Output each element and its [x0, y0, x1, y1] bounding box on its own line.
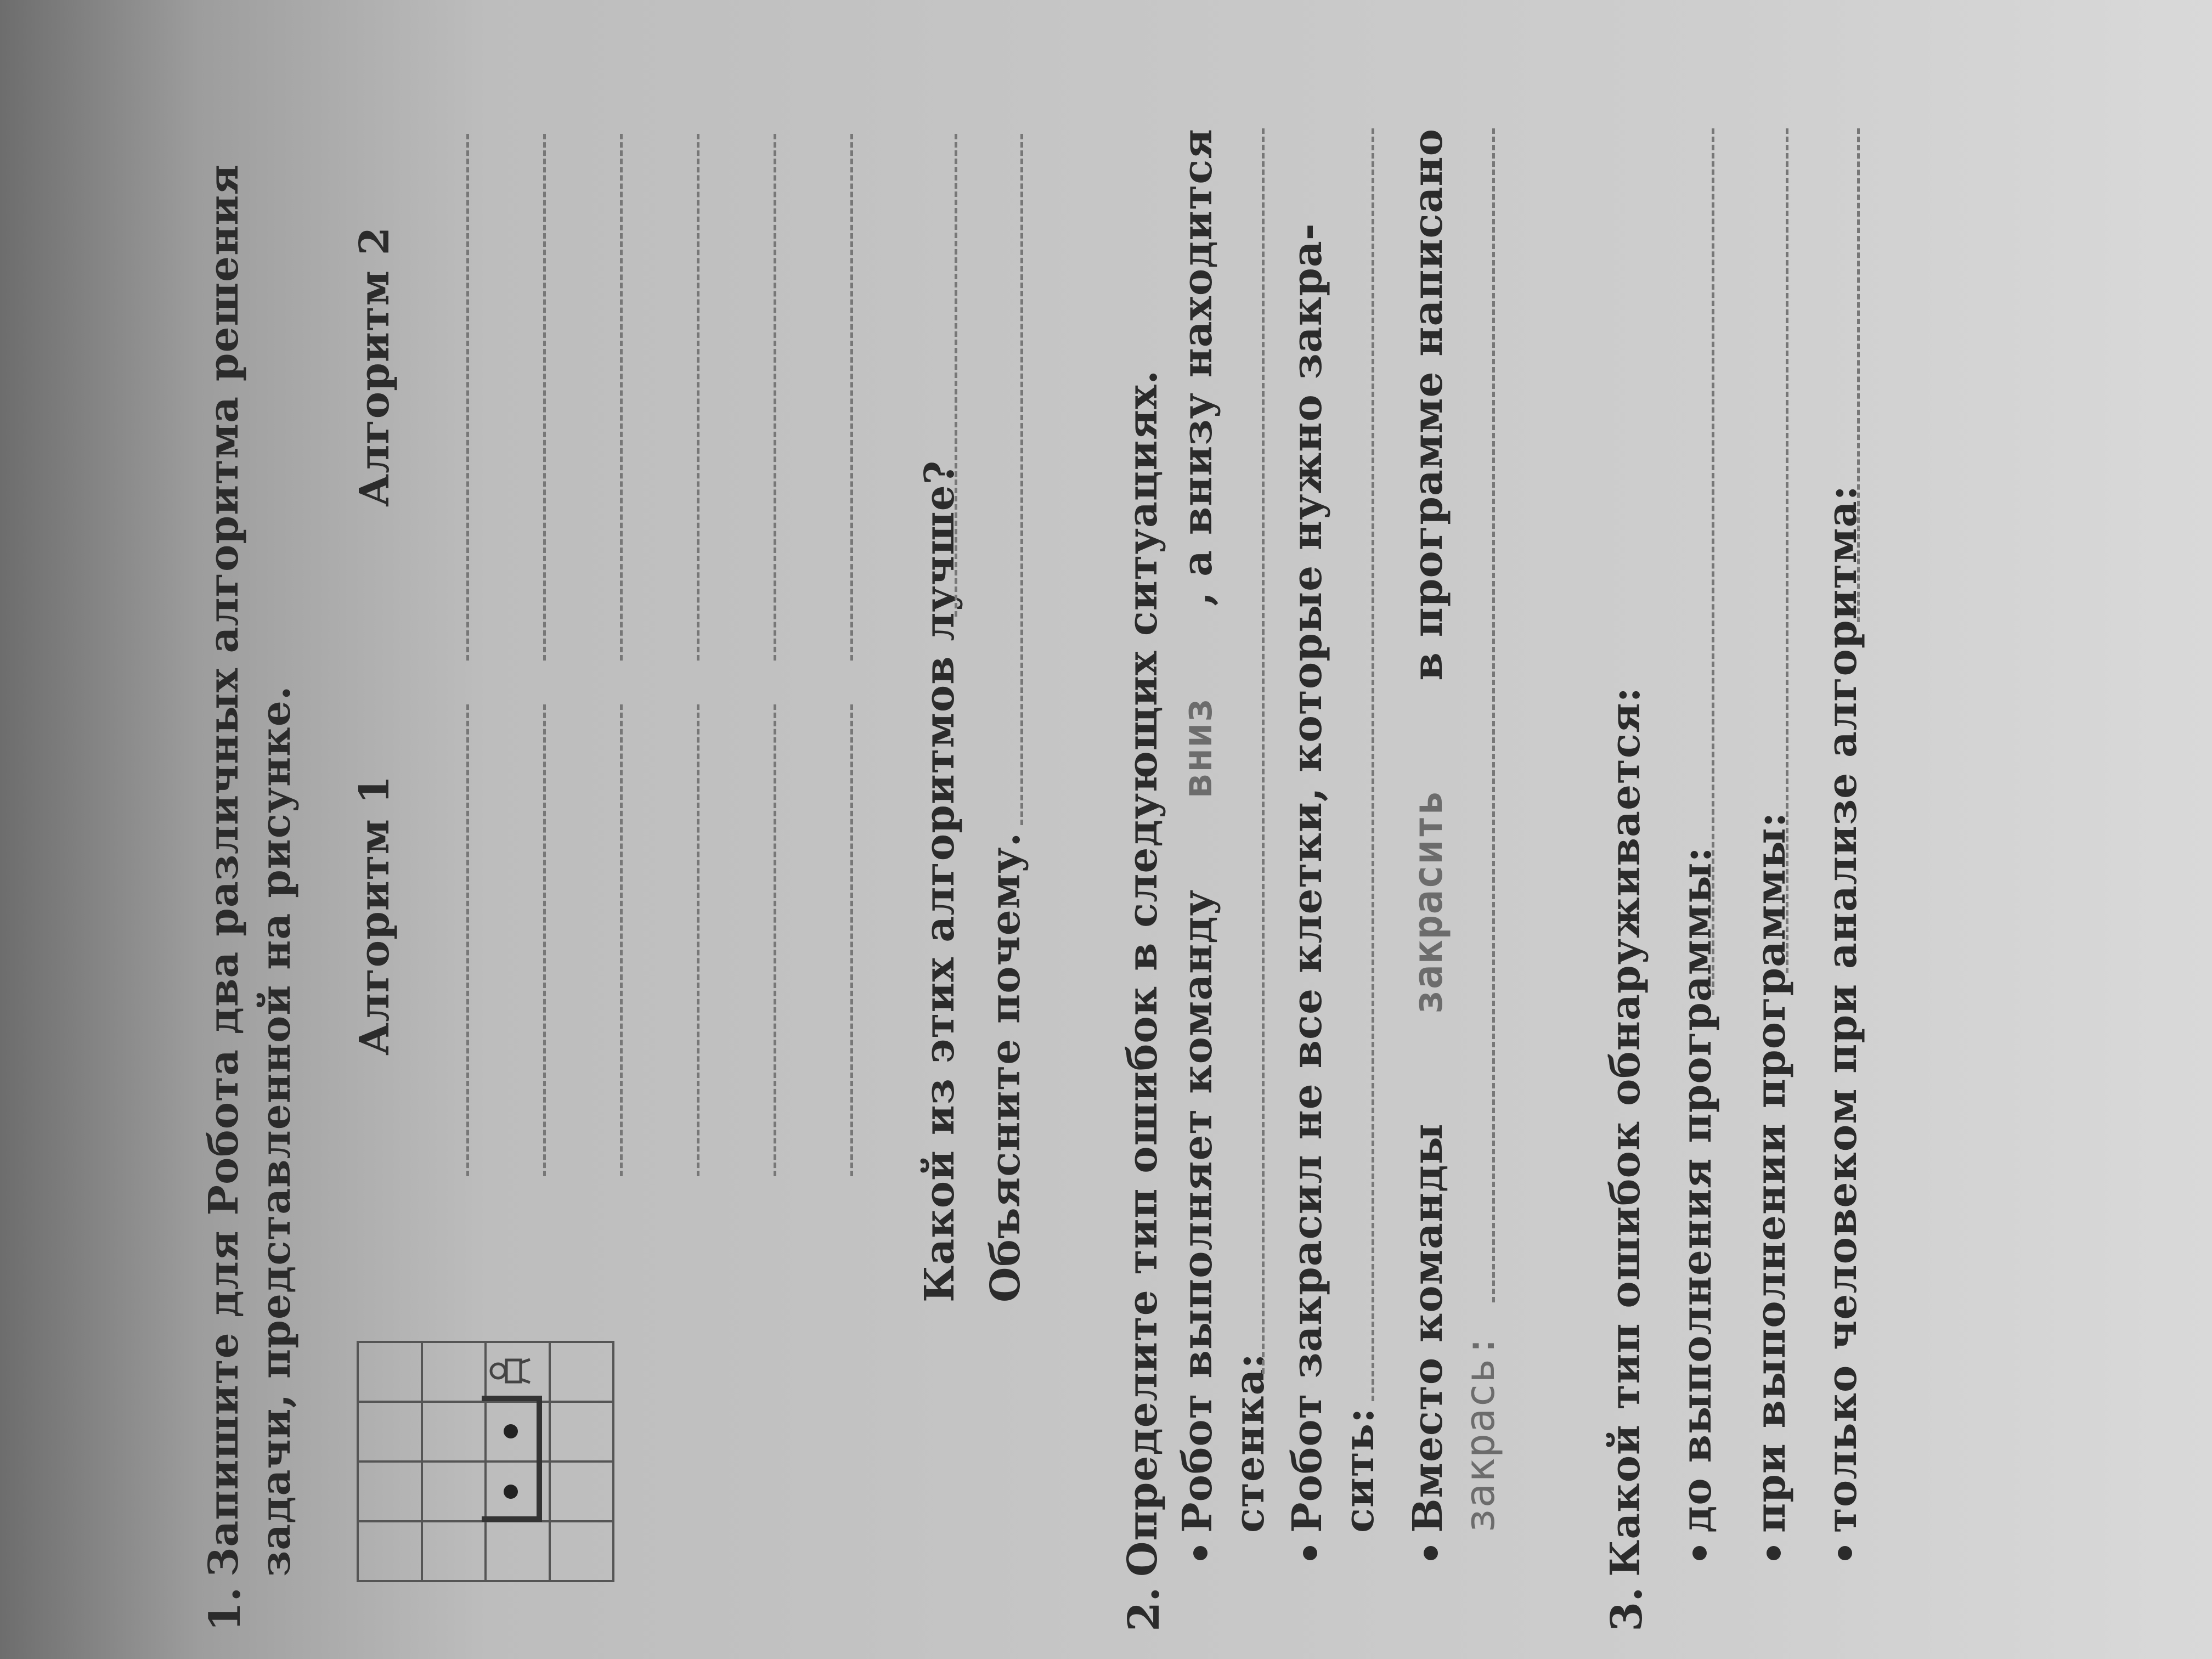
answer-line[interactable]: [850, 134, 853, 661]
answer-line[interactable]: [697, 704, 699, 1176]
answer-line[interactable]: [955, 134, 957, 617]
bullet: [1193, 1546, 1207, 1560]
algorithm-2-label: Алгоритм 2: [351, 226, 398, 507]
answer-line[interactable]: [466, 134, 469, 661]
mark-dot: [504, 1485, 518, 1499]
answer-line[interactable]: [620, 134, 623, 661]
algorithm-1-label: Алгоритм 1: [351, 775, 398, 1056]
answer-line[interactable]: [620, 704, 623, 1176]
bullet: [1303, 1546, 1317, 1560]
answer-line[interactable]: [1492, 128, 1495, 1302]
task-1-number: 1.: [200, 1587, 250, 1632]
answer-line[interactable]: [774, 704, 776, 1176]
task-2-title: Определите тип ошибок в следующих ситуациях.: [1119, 369, 1166, 1577]
command-name: вниз: [1174, 697, 1221, 798]
bullet: [1767, 1546, 1781, 1560]
task-2-bullet-2-line-2: сить:: [1336, 1407, 1383, 1533]
bullet-text: , а внизу находится: [1174, 128, 1221, 606]
task-1-question: Какой из этих алгоритмов лучше?: [916, 460, 963, 1302]
task-2-bullet-1: [1174, 128, 1221, 1533]
task-3-bullet-3: только человеком при анализе алгоритма:: [1819, 485, 1866, 1533]
answer-line[interactable]: [466, 704, 469, 1176]
bullet: [1838, 1546, 1852, 1560]
answer-line[interactable]: [1020, 134, 1023, 825]
answer-line[interactable]: [1372, 128, 1374, 1401]
task-2-bullet-3-line-2: закрась:: [1457, 1333, 1504, 1533]
task-2-number: 2.: [1119, 1587, 1169, 1632]
bullet-text: Робот выполняет команду: [1174, 889, 1221, 1533]
bullet-text: Вместо команды: [1404, 1123, 1452, 1533]
answer-line[interactable]: [1857, 128, 1860, 622]
bullet: [1692, 1546, 1707, 1560]
task-1-explain: Объясните почему.: [982, 832, 1029, 1302]
task-2-bullet-2-line-1: Робот закрасил не все клетки, которые нужно закра-: [1284, 223, 1331, 1533]
task-2-bullet-1-line-2: стенка:: [1226, 1353, 1273, 1533]
answer-line[interactable]: [1712, 128, 1714, 995]
bullet-text: в программе написано: [1404, 128, 1452, 681]
answer-line[interactable]: [1262, 128, 1265, 1374]
robot-icon: [488, 1346, 532, 1396]
task-3-title: Какой тип ошибок обнаруживается:: [1602, 687, 1649, 1577]
answer-line[interactable]: [1786, 128, 1788, 973]
task-2-bullet-3: [1404, 128, 1452, 1533]
mark-dot: [504, 1424, 518, 1438]
answer-line[interactable]: [543, 134, 546, 661]
task-3-number: 3.: [1602, 1587, 1652, 1632]
robot-field-figure: [357, 1341, 614, 1582]
answer-line[interactable]: [850, 704, 853, 1176]
wall-frame: [482, 1396, 542, 1522]
task-3-bullet-2: при выполнении программы:: [1747, 811, 1795, 1533]
command-name: закрасить: [1404, 789, 1452, 1014]
task-1-line-2: задачи, представленной на рисунке.: [252, 685, 300, 1577]
answer-line[interactable]: [697, 134, 699, 661]
answer-line[interactable]: [774, 134, 776, 661]
task-1-line-1: Запишите для Робота два различных алгоритма решения: [200, 164, 247, 1577]
task-3-bullet-1: до выполнения программы:: [1673, 847, 1720, 1533]
answer-line[interactable]: [543, 704, 546, 1176]
bullet: [1424, 1546, 1438, 1560]
